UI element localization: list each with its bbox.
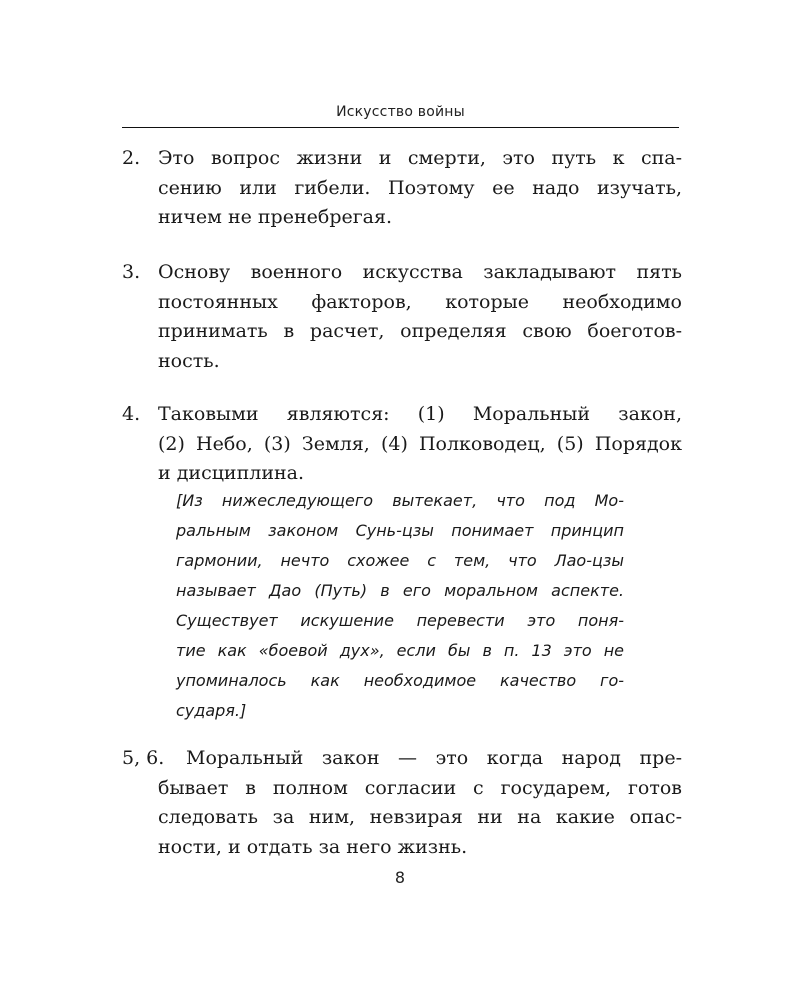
paragraph-line: ничем не пренебрегая. — [158, 206, 393, 228]
numbered-paragraph-5-6 — [122, 744, 682, 862]
running-title: Искусство войны — [336, 104, 465, 120]
commentary-line: сударя.] — [176, 701, 247, 720]
commentary-line: упоминалось как необходимое качество го- — [176, 671, 624, 690]
paragraph-number: 4. — [122, 403, 141, 425]
header-rule — [122, 127, 679, 128]
paragraph-line: ности, и отдать за него жизнь. — [158, 835, 468, 858]
paragraph-line: (2) Небо, (3) Земля, (4) Полководец, (5) Порядок — [158, 432, 682, 455]
translator-commentary — [176, 486, 624, 726]
commentary-line: называет Дао (Путь) в его моральном аспекте. — [176, 581, 624, 600]
commentary-line: [Из нижеследующего вытекает, что под Мо- — [176, 491, 624, 510]
page-number: 8 — [394, 868, 406, 887]
paragraph-line: принимать в расчет, определяя свою боеготов- — [158, 320, 682, 342]
commentary-line: тие как «боевой дух», если бы в п. 13 это не — [176, 641, 624, 660]
numbered-paragraph-4 — [122, 400, 682, 489]
paragraph-line: и дисциплина. — [158, 462, 305, 484]
numbered-paragraph-3 — [122, 258, 682, 376]
commentary-line: ральным законом Сунь-цзы понимает принцип — [176, 521, 624, 540]
paragraph-number: 3. — [122, 261, 141, 283]
commentary-line: гармонии, нечто схожее с тем, что Лао-цзы — [176, 551, 624, 570]
paragraph-line: сению или гибели. Поэтому ее надо изучать, — [158, 176, 682, 199]
paragraph-line: Таковыми являются: (1) Моральный закон, — [158, 403, 682, 425]
paragraph-line: ность. — [158, 349, 220, 372]
paragraph-number: 5, 6. — [122, 747, 165, 769]
paragraph-line: постоянных факторов, которые необходимо — [158, 290, 682, 313]
paragraph-number: 2. — [122, 147, 141, 169]
paragraph-line: следовать за ним, невзирая ни на какие опас- — [158, 806, 682, 828]
paragraph-line: Основу военного искусства закладывают пять — [158, 261, 682, 283]
paragraph-line: Моральный закон — это когда народ пре- — [186, 747, 682, 769]
paragraph-line: бывает в полном согласии с государем, готов — [158, 776, 682, 799]
paragraph-line: Это вопрос жизни и смерти, это путь к спа- — [158, 147, 682, 169]
commentary-line: Существует искушение перевести это поня- — [176, 611, 624, 630]
numbered-paragraph-2 — [122, 144, 682, 233]
